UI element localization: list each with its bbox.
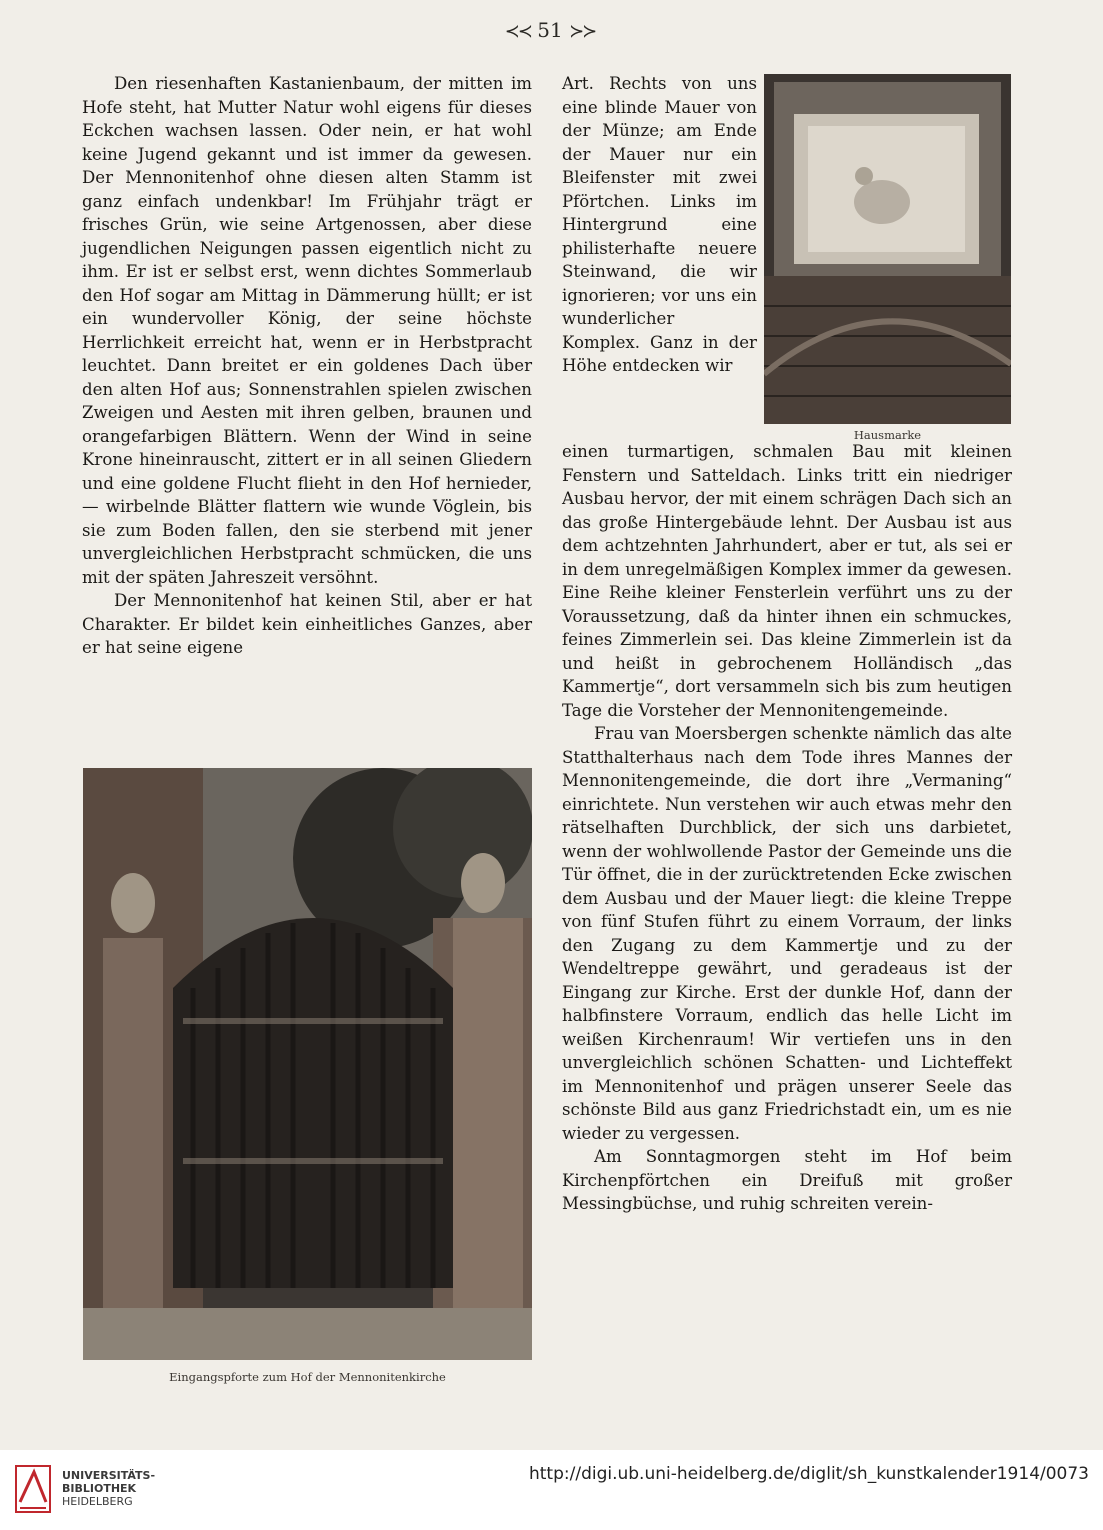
house-mark-image — [764, 74, 1011, 424]
library-name-line-3: HEIDELBERG — [62, 1495, 133, 1508]
page-number-value: 51 — [537, 18, 563, 42]
left-text-column — [82, 72, 532, 660]
house-mark-photo — [764, 74, 1011, 424]
paragraph-sunday-morning: Am Sonntagmorgen steht im Hof beim Kirchenpförtchen ein Dreifuß mit großer Messingbüchse, und ruhig schreiten verein- — [562, 1147, 1012, 1213]
paragraph-tower-building: einen turmartigen, schmalen Bau mit kleinen Fenstern und Satteldach. Links tritt ein niedriger Ausbau hervor, der mit einem schrägen Dach sich an das große Hintergebäude lehnt. Der Ausbau ist aus dem achtzehnten Jahrhundert, aber er tut, als sei er in dem unregelmäßigen Komplex immer da gewesen. Eine Reihe kleiner Fensterlein verführt uns zu der Voraussetzung, daß da hinter ihnen ein schmuckes, feines Zimmerlein sei. Das kleine Zimmerlein ist da und heißt in gebrochenem Holländisch „das Kammertje“, dort versammeln sich bis zum heutigen Tage die Vorsteher der Mennonitengemeinde. — [562, 442, 1012, 720]
paragraph-moersbergen: Frau van Moersbergen schenkte nämlich das alte Statthalterhaus nach dem Tode ihres Mannes der Mennonitengemeinde, die dort ihre „Vermaning“ einrichtete. Nun verstehen wir auch etwas mehr den rätselhaften Durchblick, der sich uns darbietet, wenn der wohlwollende Pastor der Gemeinde uns die Tür öffnet, die in der zurücktretenden Ecke zwischen dem Ausbau und der Mauer liegt: die kleine Treppe von fünf Stufen führt zu einem Vorraum, der links den Zugang zu dem Kammertje und zu der Wendeltreppe gewährt, und geradeaus ist der Eingang zur Kirche. Erst der dunkle Hof, dann der halbfinstere Vorraum, endlich das helle Licht im weißen Kirchenraum! Wir vertiefen uns in den unvergleichlich schönen Schatten- und Lichteffekt im Mennonitenhof und prägen unserer Seele das schönste Bild aus ganz Friedrichstadt ein, um es nie wieder zu vergessen. — [562, 724, 1012, 1143]
page-number — [450, 18, 650, 42]
library-logo-icon — [12, 1462, 54, 1516]
library-name-line-1: UNIVERSITÄTS- — [62, 1469, 156, 1482]
right-text-column — [562, 440, 1012, 1216]
ornament-right: ≻≻ — [569, 21, 596, 42]
source-url[interactable]: http://digi.ub.uni-heidelberg.de/diglit/sh_kunstkalender1914/0073 — [528, 1464, 1089, 1484]
digital-library-footer — [0, 1450, 1103, 1530]
right-text-beside-photo — [562, 72, 757, 378]
ornament-left: ≺≺ — [504, 21, 531, 42]
library-name — [62, 1469, 155, 1508]
gate-photo — [83, 768, 532, 1360]
library-name-line-2: BIBLIOTHEK — [62, 1482, 137, 1495]
house-mark-caption: Hausmarke — [853, 428, 922, 442]
paragraph-chestnut-tree: Den riesenhaften Kastanienbaum, der mitten im Hofe steht, hat Mutter Natur wohl eigens für dieses Eckchen wachsen lassen. Oder nein, er hat wohl keine Jugend gekannt und ist immer da gewesen. Der Mennonitenhof ohne diesen alten Stamm ist ganz einfach undenkbar! Im Frühjahr trägt er frisches Grün, wie seine Artgenossen, aber diese jugendlichen Neigungen passen eigentlich nicht zu ihm. Er ist er selbst erst, wenn dichtes Sommerlaub den Hof sogar am Mittag in Dämmerung hüllt; er ist ein wundervoller König, der seine höchste Herrlichkeit erreicht hat, wenn er in Herbstpracht leuchtet. Dann breitet er ein goldenes Dach über den alten Hof aus; Sonnenstrahlen spielen zwischen Zweigen und Aesten mit ihren gelben, braunen und orangefarbigen Blättern. Wenn der Wind in seine Krone hineinrauscht, zittert er in all seinen Gliedern und eine goldene Flucht flieht in den Hof hernieder, — wirbelnde Blätter flattern wie wunde Vöglein, bis sie zum Boden fallen, den sie sterbend mit jener unvergleichlichen Herbstpracht schmücken, die uns mit der späten Jahreszeit versöhnt. — [82, 74, 532, 587]
university-library-logo[interactable] — [12, 1462, 54, 1516]
gate-caption: Eingangspforte zum Hof der Mennonitenkirche — [169, 1370, 446, 1384]
paragraph-mennonite-yard: Der Mennonitenhof hat keinen Stil, aber er hat Charakter. Er bildet kein einheitliches Ganzes, aber er hat seine eigene — [82, 591, 532, 657]
gate-image — [83, 768, 532, 1360]
paragraph-continuation-top: Art. Rechts von uns eine blinde Mauer von der Münze; am Ende der Mauer nur ein Bleifenster mit zwei Pförtchen. Links im Hintergrund eine philisterhafte neuere Steinwand, die wir ignorieren; vor uns ein wunderlicher Komplex. Ganz in der Höhe entdecken wir — [562, 74, 757, 375]
